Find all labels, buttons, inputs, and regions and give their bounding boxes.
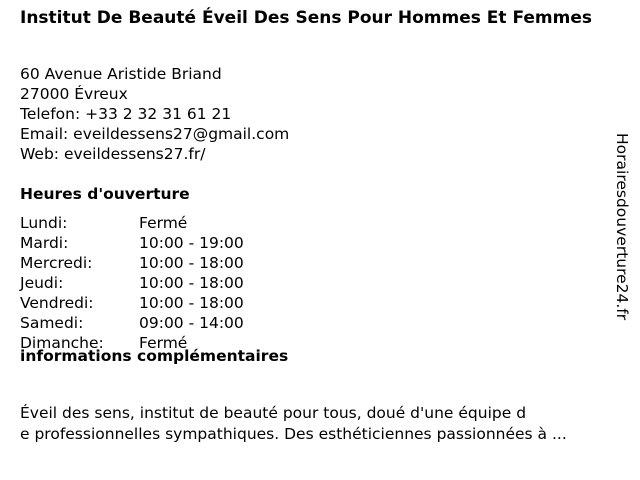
hours-row-tuesday bbox=[20, 233, 244, 253]
address-city: 27000 Évreux bbox=[20, 85, 128, 103]
time-value: 09:00 - 14:00 bbox=[139, 314, 244, 332]
time-value: 10:00 - 18:00 bbox=[139, 294, 244, 312]
time-value: 10:00 - 19:00 bbox=[139, 234, 244, 252]
contact-block bbox=[20, 64, 289, 164]
page-title: Institut De Beauté Éveil Des Sens Pour Hommes Et Femmes bbox=[20, 8, 592, 28]
time-value: Fermé bbox=[139, 334, 188, 352]
time-value: Fermé bbox=[139, 214, 188, 232]
phone-line: Telefon: +33 2 32 31 61 21 bbox=[20, 105, 232, 123]
info-line: Éveil des sens, institut de beauté pour tous, doué d'une équipe d bbox=[20, 404, 527, 422]
hours-row-thursday bbox=[20, 273, 244, 293]
hours-row-friday bbox=[20, 293, 244, 313]
hours-row-monday bbox=[20, 213, 244, 233]
day-label: Jeudi: bbox=[20, 274, 64, 292]
day-label: Samedi: bbox=[20, 314, 84, 332]
day-label: Vendredi: bbox=[20, 294, 94, 312]
time-value: 10:00 - 18:00 bbox=[139, 274, 244, 292]
info-line: e professionnelles sympathiques. Des esthéticiennes passionnées à ... bbox=[20, 425, 567, 443]
day-label: Mercredi: bbox=[20, 254, 93, 272]
hours-row-saturday bbox=[20, 313, 244, 333]
day-label: Mardi: bbox=[20, 234, 69, 252]
hours-heading: Heures d'ouverture bbox=[20, 185, 190, 203]
brand-watermark: Horairesdouverture24.fr bbox=[613, 133, 631, 321]
hours-table bbox=[20, 213, 244, 353]
address-street: 60 Avenue Aristide Briand bbox=[20, 65, 222, 83]
time-value: 10:00 - 18:00 bbox=[139, 254, 244, 272]
email-line: Email: eveildessens27@gmail.com bbox=[20, 125, 290, 143]
day-label: Lundi: bbox=[20, 214, 68, 232]
hours-row-wednesday bbox=[20, 253, 244, 273]
info-heading: informations complémentaires bbox=[20, 347, 289, 365]
day-label: Dimanche: bbox=[20, 334, 104, 352]
info-description bbox=[20, 403, 632, 445]
web-line: Web: eveildessens27.fr/ bbox=[20, 145, 206, 163]
